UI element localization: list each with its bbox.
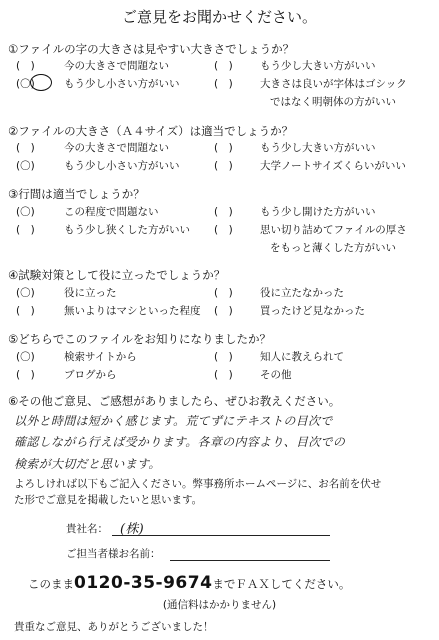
thank-you-footer: 貴重なご意見、ありがとうございました！: [14, 621, 214, 633]
q4-option-1-mark[interactable]: (〇): [16, 287, 35, 299]
q5-option-1-mark[interactable]: (〇): [16, 351, 35, 363]
q2-option-4-text: 大学ノートサイズくらいがいい: [260, 160, 406, 172]
q3-option-3-text: もう少し狭くした方がいい: [64, 224, 190, 236]
q4-option-4-text: 買ったけど見なかった: [260, 305, 365, 317]
q5-option-3-mark[interactable]: ( ): [16, 369, 35, 381]
question-5-label: ⑤どちらでこのファイルをお知りになりましたか？: [8, 332, 271, 346]
q2-option-1-mark[interactable]: ( ): [16, 142, 35, 154]
q4-option-4-mark[interactable]: ( ): [214, 305, 233, 317]
person-name-underline: [170, 560, 330, 561]
question-3-label: ③行間は適当でしょうか？: [8, 187, 145, 201]
q5-option-2-mark[interactable]: ( ): [214, 351, 233, 363]
q4-option-1-text: 役に立った: [64, 287, 117, 299]
q3-option-1-mark[interactable]: (〇): [16, 206, 35, 218]
handwritten-comment-line-2: 確認しながら行えば受かります。各章の内容より、目次での: [14, 435, 346, 449]
question-6-label: ⑥その他ご意見、ご感想がありましたら、ぜひお教えください。: [8, 394, 341, 408]
publish-note-line-1: よろしければ以下もご記入ください。弊事務所ホームページに、お名前を伏せ: [14, 478, 382, 490]
company-name-label: 貴社名：: [66, 523, 108, 535]
q1-option-2-mark[interactable]: ( ): [214, 60, 233, 72]
q4-option-2-mark[interactable]: ( ): [214, 287, 233, 299]
person-name-label: ご担当者様お名前：: [66, 548, 161, 560]
q1-option-2-text: もう少し大きい方がいい: [260, 60, 376, 72]
q3-option-3-mark[interactable]: ( ): [16, 224, 35, 236]
q5-option-4-mark[interactable]: ( ): [214, 369, 233, 381]
q3-option-2-text: もう少し開けた方がいい: [260, 206, 376, 218]
q1-option-4-text: 大きさは良いが字体はゴシック: [260, 78, 407, 90]
q1-option-1-mark[interactable]: ( ): [16, 60, 35, 72]
q1-option-3-mark[interactable]: (〇): [16, 78, 35, 90]
q2-option-3-text: もう少し小さい方がいい: [64, 160, 180, 172]
q2-option-1-text: 今の大きさで問題ない: [64, 142, 169, 154]
question-4-label: ④試験対策として役に立ったでしょうか？: [8, 268, 226, 282]
fax-number[interactable]: 0120-35-9674: [74, 573, 213, 593]
page-title: ご意見をお聞かせください。: [121, 8, 317, 26]
q3-option-1-text: この程度で問題ない: [64, 206, 159, 218]
question-2-label: ②ファイルの大きさ（Ａ４サイズ）は適当でしょうか？: [8, 124, 294, 138]
fax-suffix: までＦＡＸしてください。: [212, 577, 351, 591]
q1-option-1-text: 今の大きさで問題ない: [64, 60, 169, 72]
company-name-underline: [112, 535, 330, 536]
q1-option-4-mark[interactable]: ( ): [214, 78, 233, 90]
fax-free-note: (通信料はかかりません): [162, 599, 277, 611]
q2-option-2-mark[interactable]: ( ): [214, 142, 233, 154]
q3-option-4-mark[interactable]: ( ): [214, 224, 233, 236]
q3-option-4-continued: をもっと薄くした方がいい: [270, 242, 396, 254]
q4-option-2-text: 役に立たなかった: [260, 287, 344, 299]
q4-option-3-text: 無いよりはマシといった程度: [64, 305, 201, 317]
selected-circle-icon: [30, 74, 52, 91]
q2-option-2-text: もう少し大きい方がいい: [260, 142, 376, 154]
publish-note-line-2: た形でご意見を掲載したいと思います。: [14, 494, 203, 506]
q1-option-4-continued: ではなく明朝体の方がいい: [270, 96, 396, 108]
handwritten-comment-line-1: 以外と時間は短かく感じます。荒てずにテキストの目次で: [14, 414, 333, 428]
question-1-label: ①ファイルの字の大きさは見やすい大きさでしょうか？: [8, 42, 295, 56]
q4-option-3-mark[interactable]: ( ): [16, 305, 35, 317]
company-name-value[interactable]: (株): [120, 522, 145, 537]
handwritten-comment-line-3: 検索が大切だと思います。: [14, 457, 161, 471]
q1-option-3-text: もう少し小さい方がいい: [64, 78, 180, 90]
q3-option-4-text: 思い切り詰めてファイルの厚さ: [260, 224, 407, 236]
q5-option-3-text: ブログから: [64, 369, 117, 381]
fax-prefix: このまま: [28, 577, 74, 591]
fax-instruction: [28, 573, 350, 593]
q3-option-2-mark[interactable]: ( ): [214, 206, 233, 218]
q2-option-3-mark[interactable]: (〇): [16, 160, 35, 172]
q5-option-1-text: 検索サイトから: [64, 351, 137, 363]
q5-option-2-text: 知人に教えられて: [260, 351, 344, 363]
q2-option-4-mark[interactable]: ( ): [214, 160, 233, 172]
q5-option-4-text: その他: [260, 369, 292, 381]
